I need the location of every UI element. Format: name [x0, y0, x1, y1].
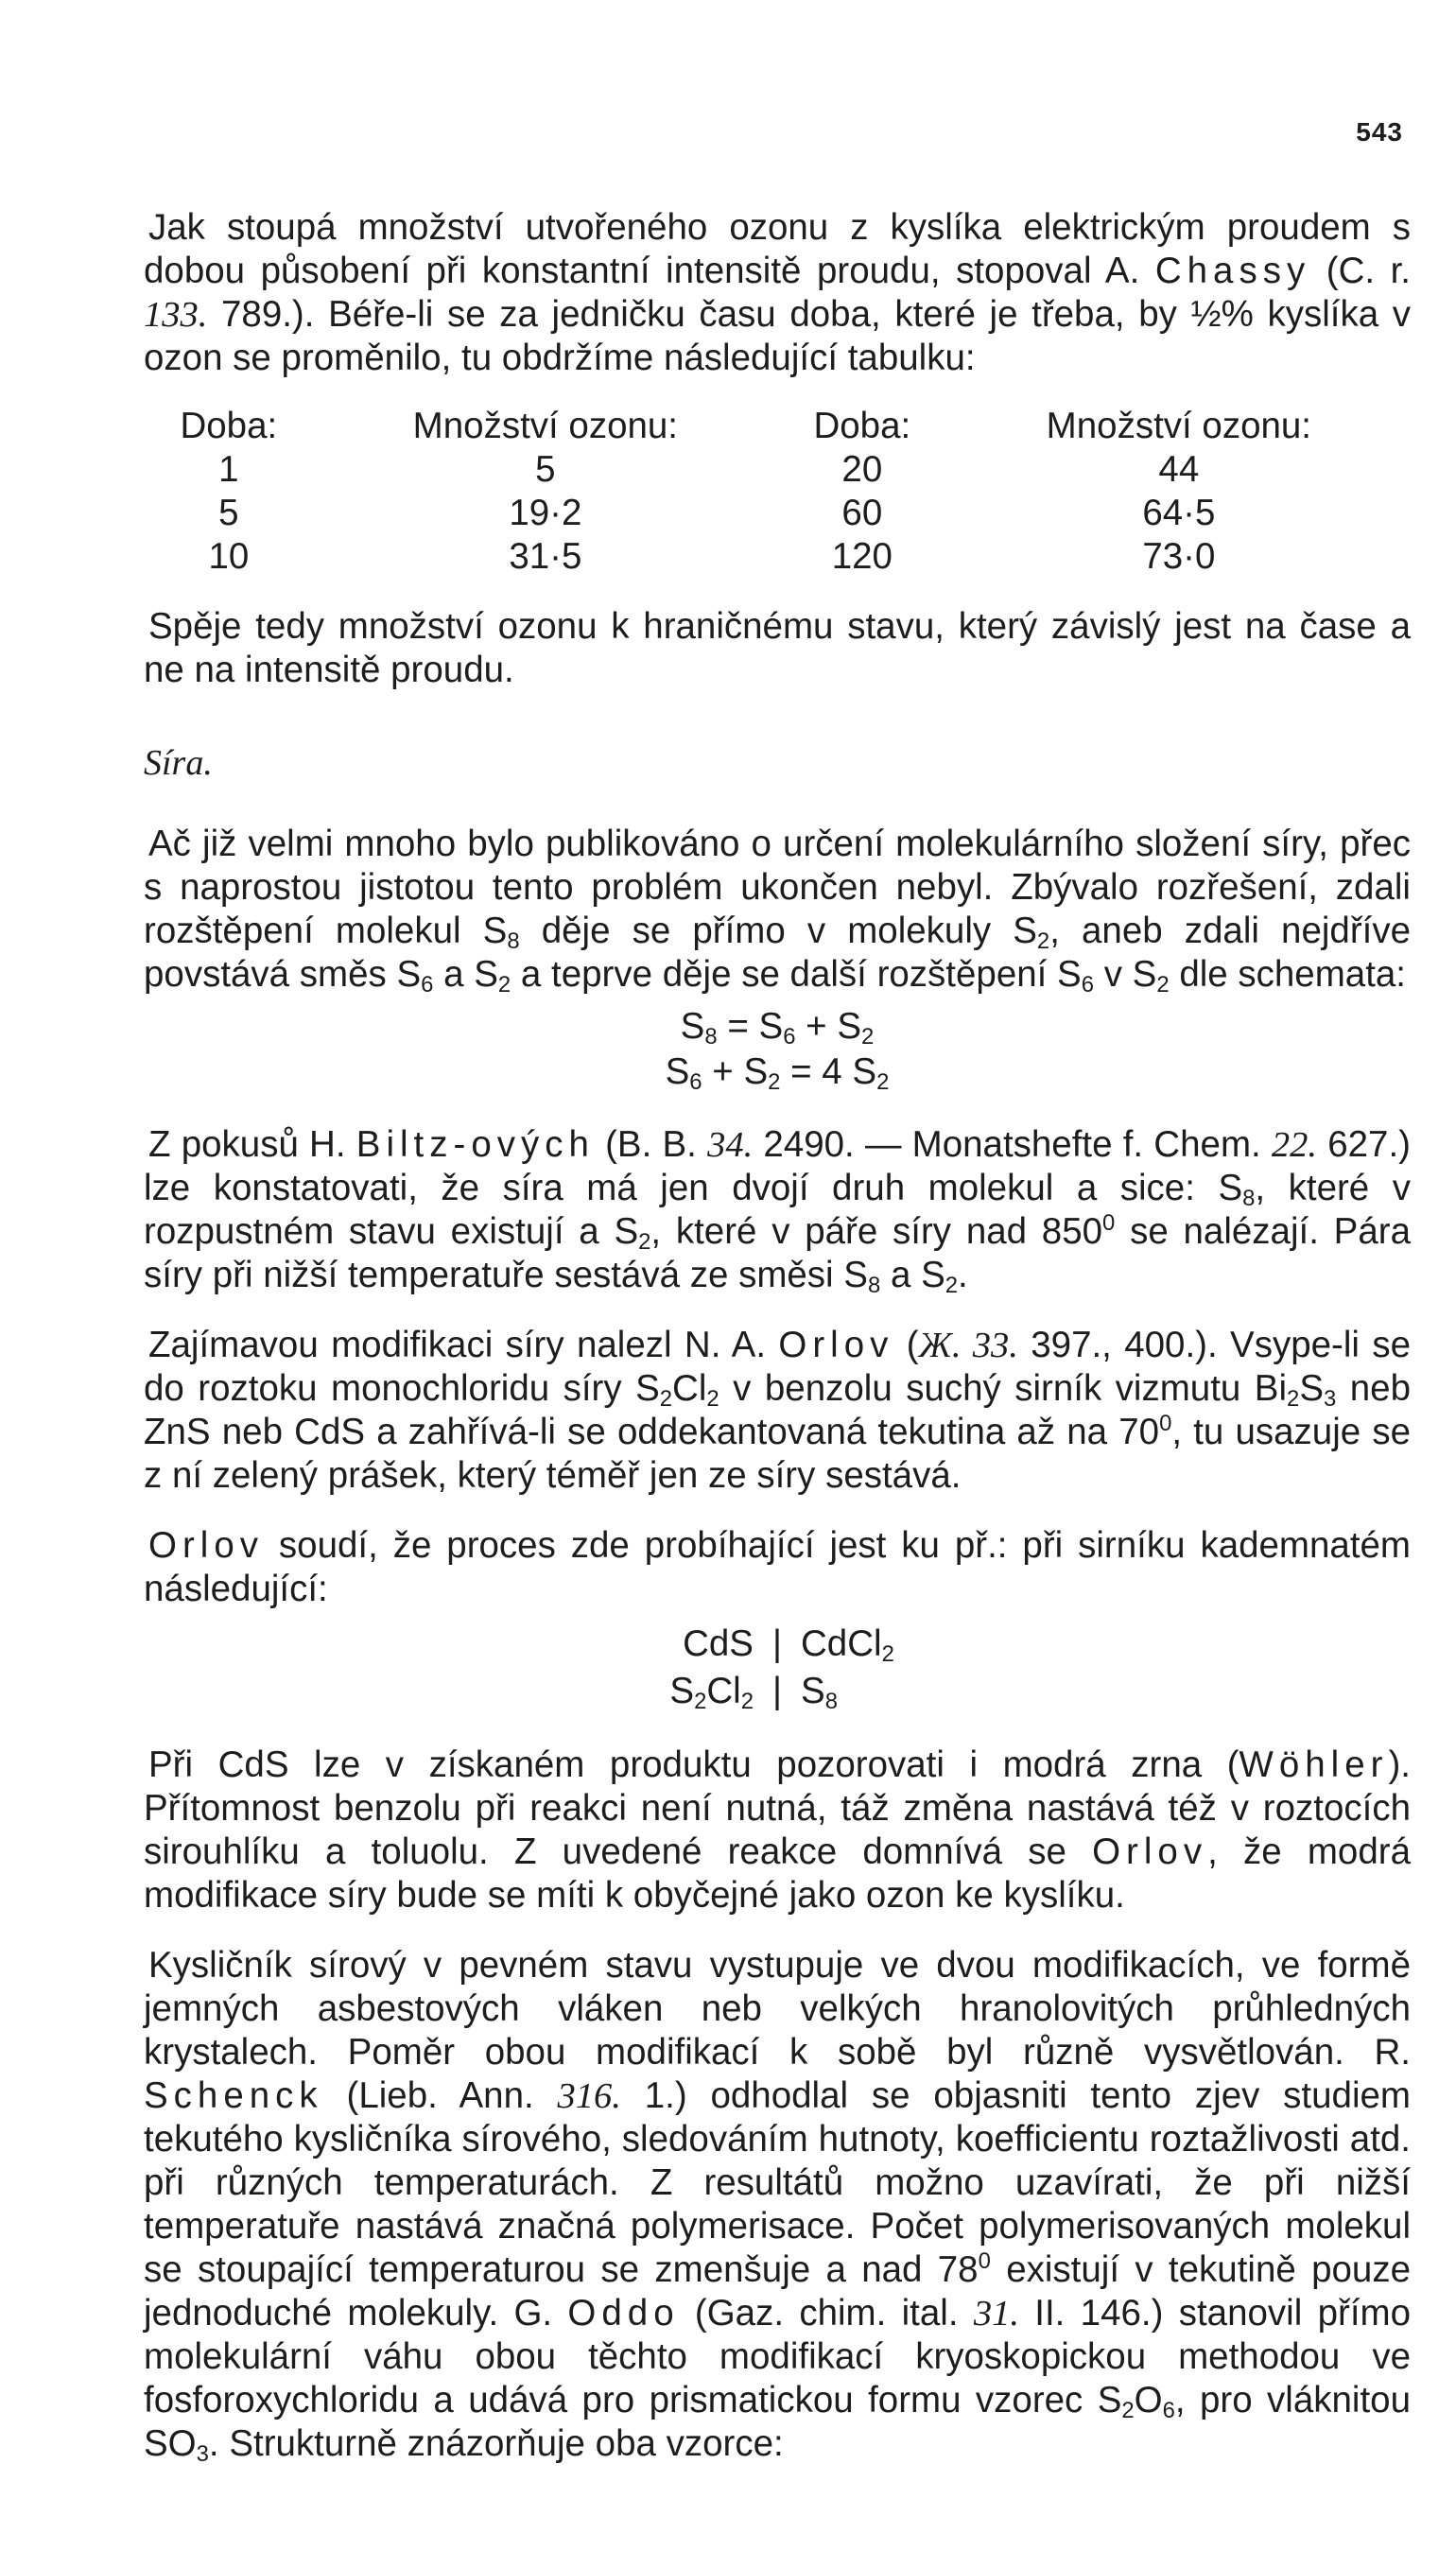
author-name: Orlov	[148, 1525, 264, 1566]
reaction-divider: |	[771, 1671, 782, 1711]
author-name: Orlov	[1092, 1831, 1208, 1872]
table-cell: 73·0	[1142, 536, 1216, 577]
paragraph-ozone-conclusion: Spěje tedy množství ozonu k hraničnému stavu, který závislý jest na čase a ne na intensitě proudu.	[144, 606, 1411, 690]
table-cell: 44	[1158, 449, 1200, 490]
reaction-left: $S_2Cl_2$	[669, 1671, 754, 1714]
table-cell: 19·2	[509, 493, 582, 533]
section-title: Síra.	[144, 743, 213, 783]
table-cell: 1	[218, 449, 239, 490]
table-header: Množství ozonu:	[412, 406, 678, 446]
author-name: Chassy	[1154, 251, 1311, 291]
author-name: Schenck	[144, 2075, 323, 2116]
table-cell: 10	[208, 536, 250, 577]
table-cell: 31·5	[509, 536, 582, 577]
table-cell: 60	[841, 493, 883, 533]
table-header: Množství ozonu:	[1046, 406, 1311, 446]
table-cell: 120	[831, 536, 893, 577]
equation: $S_6 + S_2 = 4$ $S_2$	[665, 1051, 890, 1095]
reaction-right: $S_8$	[801, 1671, 838, 1714]
table-header: Doba:	[180, 406, 278, 446]
table-cell: 5	[218, 493, 239, 533]
paragraph-orlov-modification: Zajímavou modifikaci síry nalezl N. A. Orlov (Ж. 33. 397., 400.). Vsype-li se do roztoku monochloridu síry $S_2Cl_2$ v benzolu suchý sirník vizmutu $Bi_2S_3$ neb ZnS neb CdS a zahřívá-li se oddekantovaná tekutina až na $70^0$, tu usazuje se z ní zelený prášek, který téměř jen ze síry sestává.	[144, 1325, 1411, 1496]
reaction-divider: |	[771, 1623, 782, 1664]
reaction-right: CdCl$_2$	[801, 1623, 894, 1667]
paragraph-orlov-process: Orlov soudí, že proces zde probíhající jest ku př.: při sirníku kademnatém následující:	[144, 1525, 1411, 1609]
table-cell: 64·5	[1142, 493, 1216, 533]
page-number: 543	[1356, 117, 1403, 147]
paragraph-wohler: Při CdS lze v získaném produktu pozorovati i modrá zrna (Wöhler). Přítomnost benzolu při reakci není nutná, táž změna nastává též v roztocích sirouhlíku a toluolu. Z uvedené reakce domnívá se Orlov, že modrá modifikace síry bude se míti k obyčejné jako ozon ke kyslíku.	[144, 1744, 1411, 1916]
author-name: Oddo	[567, 2293, 680, 2334]
author-name: Orlov	[778, 1325, 894, 1365]
equation: $S_8 = S_6 + S_2$	[680, 1006, 875, 1050]
paragraph-sulfur-trioxide: Kysličník sírový v pevném stavu vystupuje ve dvou modifikacích, ve formě jemných asbestových vláken neb velkých hranolovitých průhledných krystalech. Poměr obou modifikací k sobě byl různě vysvětlován. R. Schenck (Lieb. Ann. 316. 1.) odhodlal se objasniti tento zjev studiem tekutého kysličníka sírového, sledováním hutnoty, koefficientu roztažlivosti atd. při různých temperaturách. Z resultátů možno uzavírati, že při nižší temperatuře nastává značná polymerisace. Počet polymerisovaných molekul se stoupající temperaturou se zmenšuje a nad $78^0$ existují v tekutině pouze jednoduché molekuly. G. Oddo (Gaz. chim. ital. 31. II. 146.) stanovil přímo molekulární váhu obou těchto modifikací kryoskopickou methodou ve fosforoxychloridu a udává pro prismatickou formu vzorec $S_2O_6$, pro vláknitou $SO_3$. Strukturně znázorňuje oba vzorce:	[144, 1945, 1412, 2467]
reaction-left: CdS	[683, 1623, 754, 1664]
table-header: Doba:	[813, 406, 911, 446]
page-content	[144, 206, 1411, 2466]
paragraph-sulfur-molecules: Ač již velmi mnoho bylo publikováno o určení molekulárního složení síry, přec s naprostou jistotou tento problém ukončen nebyl. Zbývalo rozřešení, zdali rozštěpení molekul $S_8$ děje se přímo v molekuly $S_2$, aneb zdali nejdříve povstává směs $S_6$ a $S_2$ a teprve děje se další rozštěpení $S_6$ v $S_2$ dle schemata:	[144, 824, 1411, 998]
ozone-table	[144, 405, 1411, 579]
author-name: Wöhler	[1239, 1744, 1389, 1785]
table-row	[144, 535, 1411, 579]
table-header-row	[144, 405, 1411, 448]
author-name: Biltz-ových	[355, 1124, 595, 1165]
table-cell: 5	[535, 449, 556, 490]
table-row	[144, 492, 1411, 535]
table-row	[144, 448, 1411, 492]
paragraph-biltz: Z pokusů H. Biltz-ových (B. B. 34. 2490. — Monatshefte f. Chem. 22. 627.) lze konstatovati, že síra má jen dvojí druh molekul a sice: $S_8$, které v rozpustném stavu existují a $S_2$, které v páře síry nad $850^0$ se nalézají. Pára síry při nižší temperatuře sestává ze směsi $S_8$ a $S_2$.	[144, 1124, 1411, 1298]
equation-scheme	[144, 1004, 1411, 1095]
paragraph-ozone-intro: Jak stoupá množství utvořeného ozonu z kyslíka elektrickým proudem s dobou působení při konstantní intensitě proudu, stopoval A. Chassy (C. r. 133. 789.). Béře-li se za jedničku času doba, které je třeba, by ½% kyslíka v ozon se proměnilo, tu obdržíme následující tabulku:	[144, 207, 1412, 378]
table-cell: 20	[841, 449, 883, 490]
reaction-scheme	[144, 1621, 1411, 1715]
